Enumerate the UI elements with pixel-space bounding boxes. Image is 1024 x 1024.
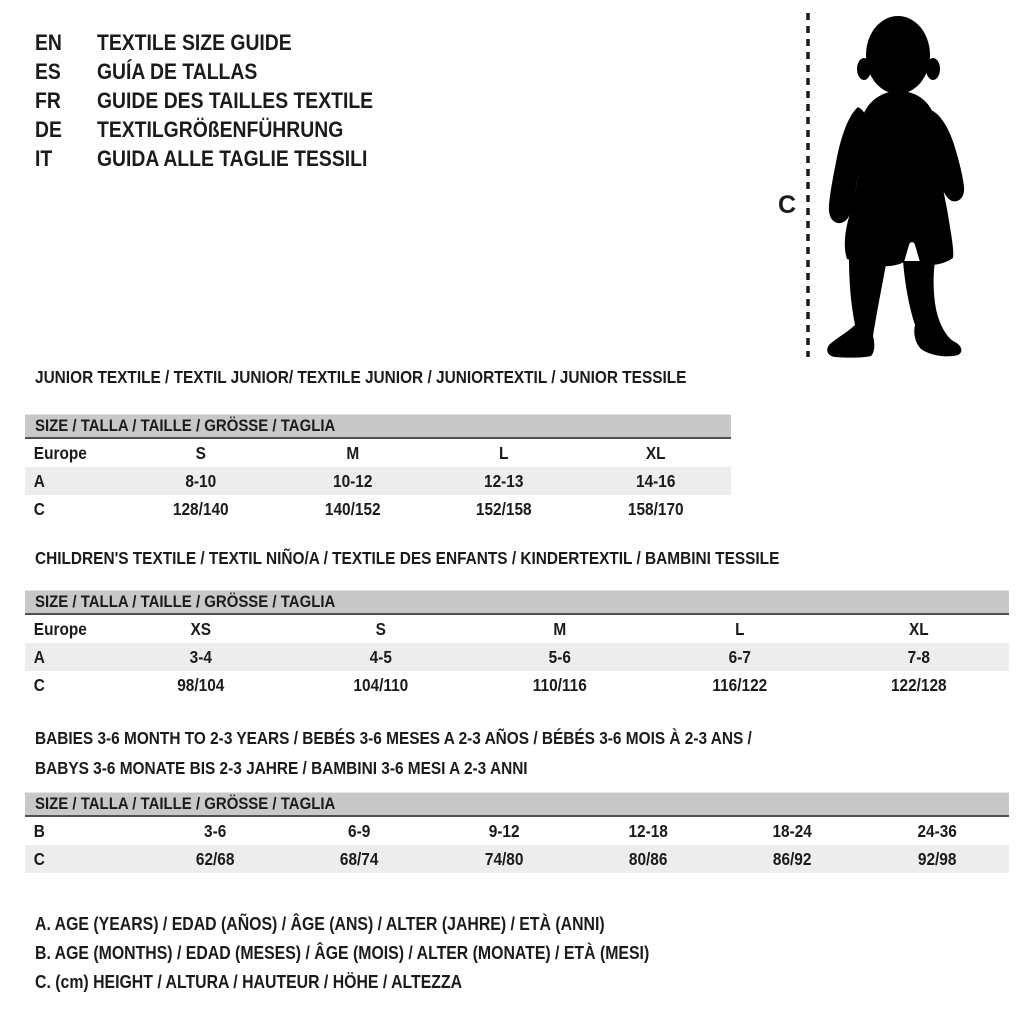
table-body bbox=[25, 439, 731, 523]
table-cell: L bbox=[734, 618, 745, 639]
list-item bbox=[35, 86, 411, 115]
table-header-label: SIZE / TALLA / TAILLE / GRÖSSE / TAGLIA bbox=[35, 592, 336, 611]
table-row bbox=[25, 817, 1009, 845]
section-title-babies bbox=[35, 723, 850, 783]
row-label: B bbox=[33, 820, 45, 841]
row-label: C bbox=[33, 674, 45, 695]
section-title-text: CHILDREN'S TEXTILE / TEXTIL NIÑO/A / TEXTILE DES ENFANTS / KINDERTEXTIL / BAMBINI TESSILE bbox=[35, 548, 780, 568]
table-cell: 6-9 bbox=[348, 820, 371, 841]
table-cell: 128/140 bbox=[172, 498, 229, 519]
table-cell: XL bbox=[909, 618, 930, 639]
footnote-b: B. AGE (MONTHS) / EDAD (MESES) / ÂGE (MOIS) / ALTER (MONATE) / ETÀ (MESI) bbox=[35, 943, 650, 963]
children-size-table bbox=[25, 590, 1009, 699]
table-cell: 74/80 bbox=[484, 848, 524, 869]
table-cell: L bbox=[499, 442, 509, 463]
table-cell: 10-12 bbox=[332, 470, 372, 491]
table-body bbox=[25, 817, 1009, 873]
guide-title: TEXTILGRÖßENFÜHRUNG bbox=[97, 116, 344, 142]
table-header bbox=[25, 590, 1009, 615]
list-item bbox=[35, 57, 411, 86]
height-label: C bbox=[777, 191, 797, 219]
table-cell: 98/104 bbox=[177, 674, 225, 695]
table-header bbox=[25, 792, 1009, 817]
table-cell: 4-5 bbox=[369, 646, 392, 667]
toddler-body bbox=[827, 16, 964, 358]
row-label: A bbox=[33, 646, 45, 667]
table-body bbox=[25, 615, 1009, 699]
list-item bbox=[35, 144, 411, 173]
table-cell: 3-4 bbox=[189, 646, 212, 667]
babies-size-table bbox=[25, 792, 1009, 873]
footnotes bbox=[35, 910, 733, 997]
table-cell: S bbox=[195, 442, 206, 463]
table-cell: M bbox=[553, 618, 567, 639]
table-cell: 12-13 bbox=[484, 470, 524, 491]
table-row bbox=[25, 439, 731, 467]
table-cell: 158/170 bbox=[627, 498, 684, 519]
table-cell: 18-24 bbox=[772, 820, 813, 841]
table-cell: 3-6 bbox=[204, 820, 227, 841]
table-cell: 14-16 bbox=[635, 470, 675, 491]
footnote-a: A. AGE (YEARS) / EDAD (AÑOS) / ÂGE (ANS) / ALTER (JAHRE) / ETÀ (ANNI) bbox=[35, 914, 605, 934]
table-cell: 104/110 bbox=[352, 674, 408, 695]
language-code: FR bbox=[35, 87, 61, 113]
guide-title: GUIDE DES TAILLES TEXTILE bbox=[97, 87, 374, 113]
table-cell: 62/68 bbox=[195, 848, 235, 869]
section-title-text: BABYS 3-6 MONATE BIS 2-3 JAHRE / BAMBINI 3-6 MESI A 2-3 ANNI bbox=[35, 758, 528, 778]
row-label: C bbox=[33, 498, 45, 519]
language-code: ES bbox=[35, 58, 61, 84]
table-cell: XL bbox=[645, 442, 666, 463]
table-cell: 86/92 bbox=[773, 848, 812, 869]
table-cell: 116/122 bbox=[712, 674, 767, 695]
table-cell: 92/98 bbox=[917, 848, 957, 869]
table-row bbox=[25, 643, 1009, 671]
table-row bbox=[25, 671, 1009, 699]
footnote-c: C. (cm) HEIGHT / ALTURA / HAUTEUR / HÖHE / ALTEZZA bbox=[35, 972, 463, 992]
guide-title: GUÍA DE TALLAS bbox=[97, 58, 258, 84]
table-cell: 152/158 bbox=[475, 498, 532, 519]
table-cell: 12-18 bbox=[628, 820, 668, 841]
language-code: IT bbox=[35, 145, 53, 171]
toddler-silhouette-icon bbox=[770, 5, 1000, 365]
row-label: C bbox=[33, 848, 45, 869]
row-label: Europe bbox=[33, 442, 87, 463]
language-legend bbox=[35, 28, 411, 173]
list-item bbox=[35, 115, 411, 144]
table-cell: 6-7 bbox=[728, 646, 751, 667]
row-label: Europe bbox=[33, 618, 87, 639]
table-header-label: SIZE / TALLA / TAILLE / GRÖSSE / TAGLIA bbox=[35, 416, 336, 435]
table-cell: 5-6 bbox=[548, 646, 572, 667]
row-label: A bbox=[33, 470, 45, 491]
toddler-figure bbox=[770, 5, 1000, 365]
table-cell: 8-10 bbox=[185, 470, 217, 491]
table-cell: M bbox=[345, 442, 359, 463]
table-cell: XS bbox=[190, 618, 212, 639]
section-title-text: JUNIOR TEXTILE / TEXTIL JUNIOR/ TEXTILE JUNIOR / JUNIORTEXTIL / JUNIOR TESSILE bbox=[35, 367, 687, 387]
table-header-label: SIZE / TALLA / TAILLE / GRÖSSE / TAGLIA bbox=[35, 794, 336, 813]
table-cell: 122/128 bbox=[891, 674, 948, 695]
table-cell: 7-8 bbox=[908, 646, 931, 667]
table-cell: 68/74 bbox=[340, 848, 379, 869]
list-item bbox=[35, 28, 411, 57]
table-cell: 140/152 bbox=[324, 498, 381, 519]
table-cell: S bbox=[375, 618, 386, 639]
table-row bbox=[25, 495, 731, 523]
section-title-junior bbox=[35, 362, 775, 392]
junior-size-table bbox=[25, 414, 731, 523]
table-row bbox=[25, 615, 1009, 643]
table-cell: 80/86 bbox=[628, 848, 668, 869]
section-title-children bbox=[35, 543, 881, 573]
language-code: DE bbox=[35, 116, 62, 142]
table-header bbox=[25, 414, 731, 439]
section-title-text: BABIES 3-6 MONTH TO 2-3 YEARS / BEBÉS 3-6 MESES A 2-3 AÑOS / BÉBÉS 3-6 MOIS À 2-3 ANS / bbox=[35, 728, 752, 748]
table-cell: 9-12 bbox=[488, 820, 520, 841]
guide-title: TEXTILE SIZE GUIDE bbox=[97, 29, 292, 55]
table-row bbox=[25, 467, 731, 495]
table-row bbox=[25, 845, 1009, 873]
guide-title: GUIDA ALLE TAGLIE TESSILI bbox=[97, 145, 368, 171]
language-code: EN bbox=[35, 29, 62, 55]
table-cell: 24-36 bbox=[917, 820, 957, 841]
table-cell: 110/116 bbox=[532, 674, 587, 695]
